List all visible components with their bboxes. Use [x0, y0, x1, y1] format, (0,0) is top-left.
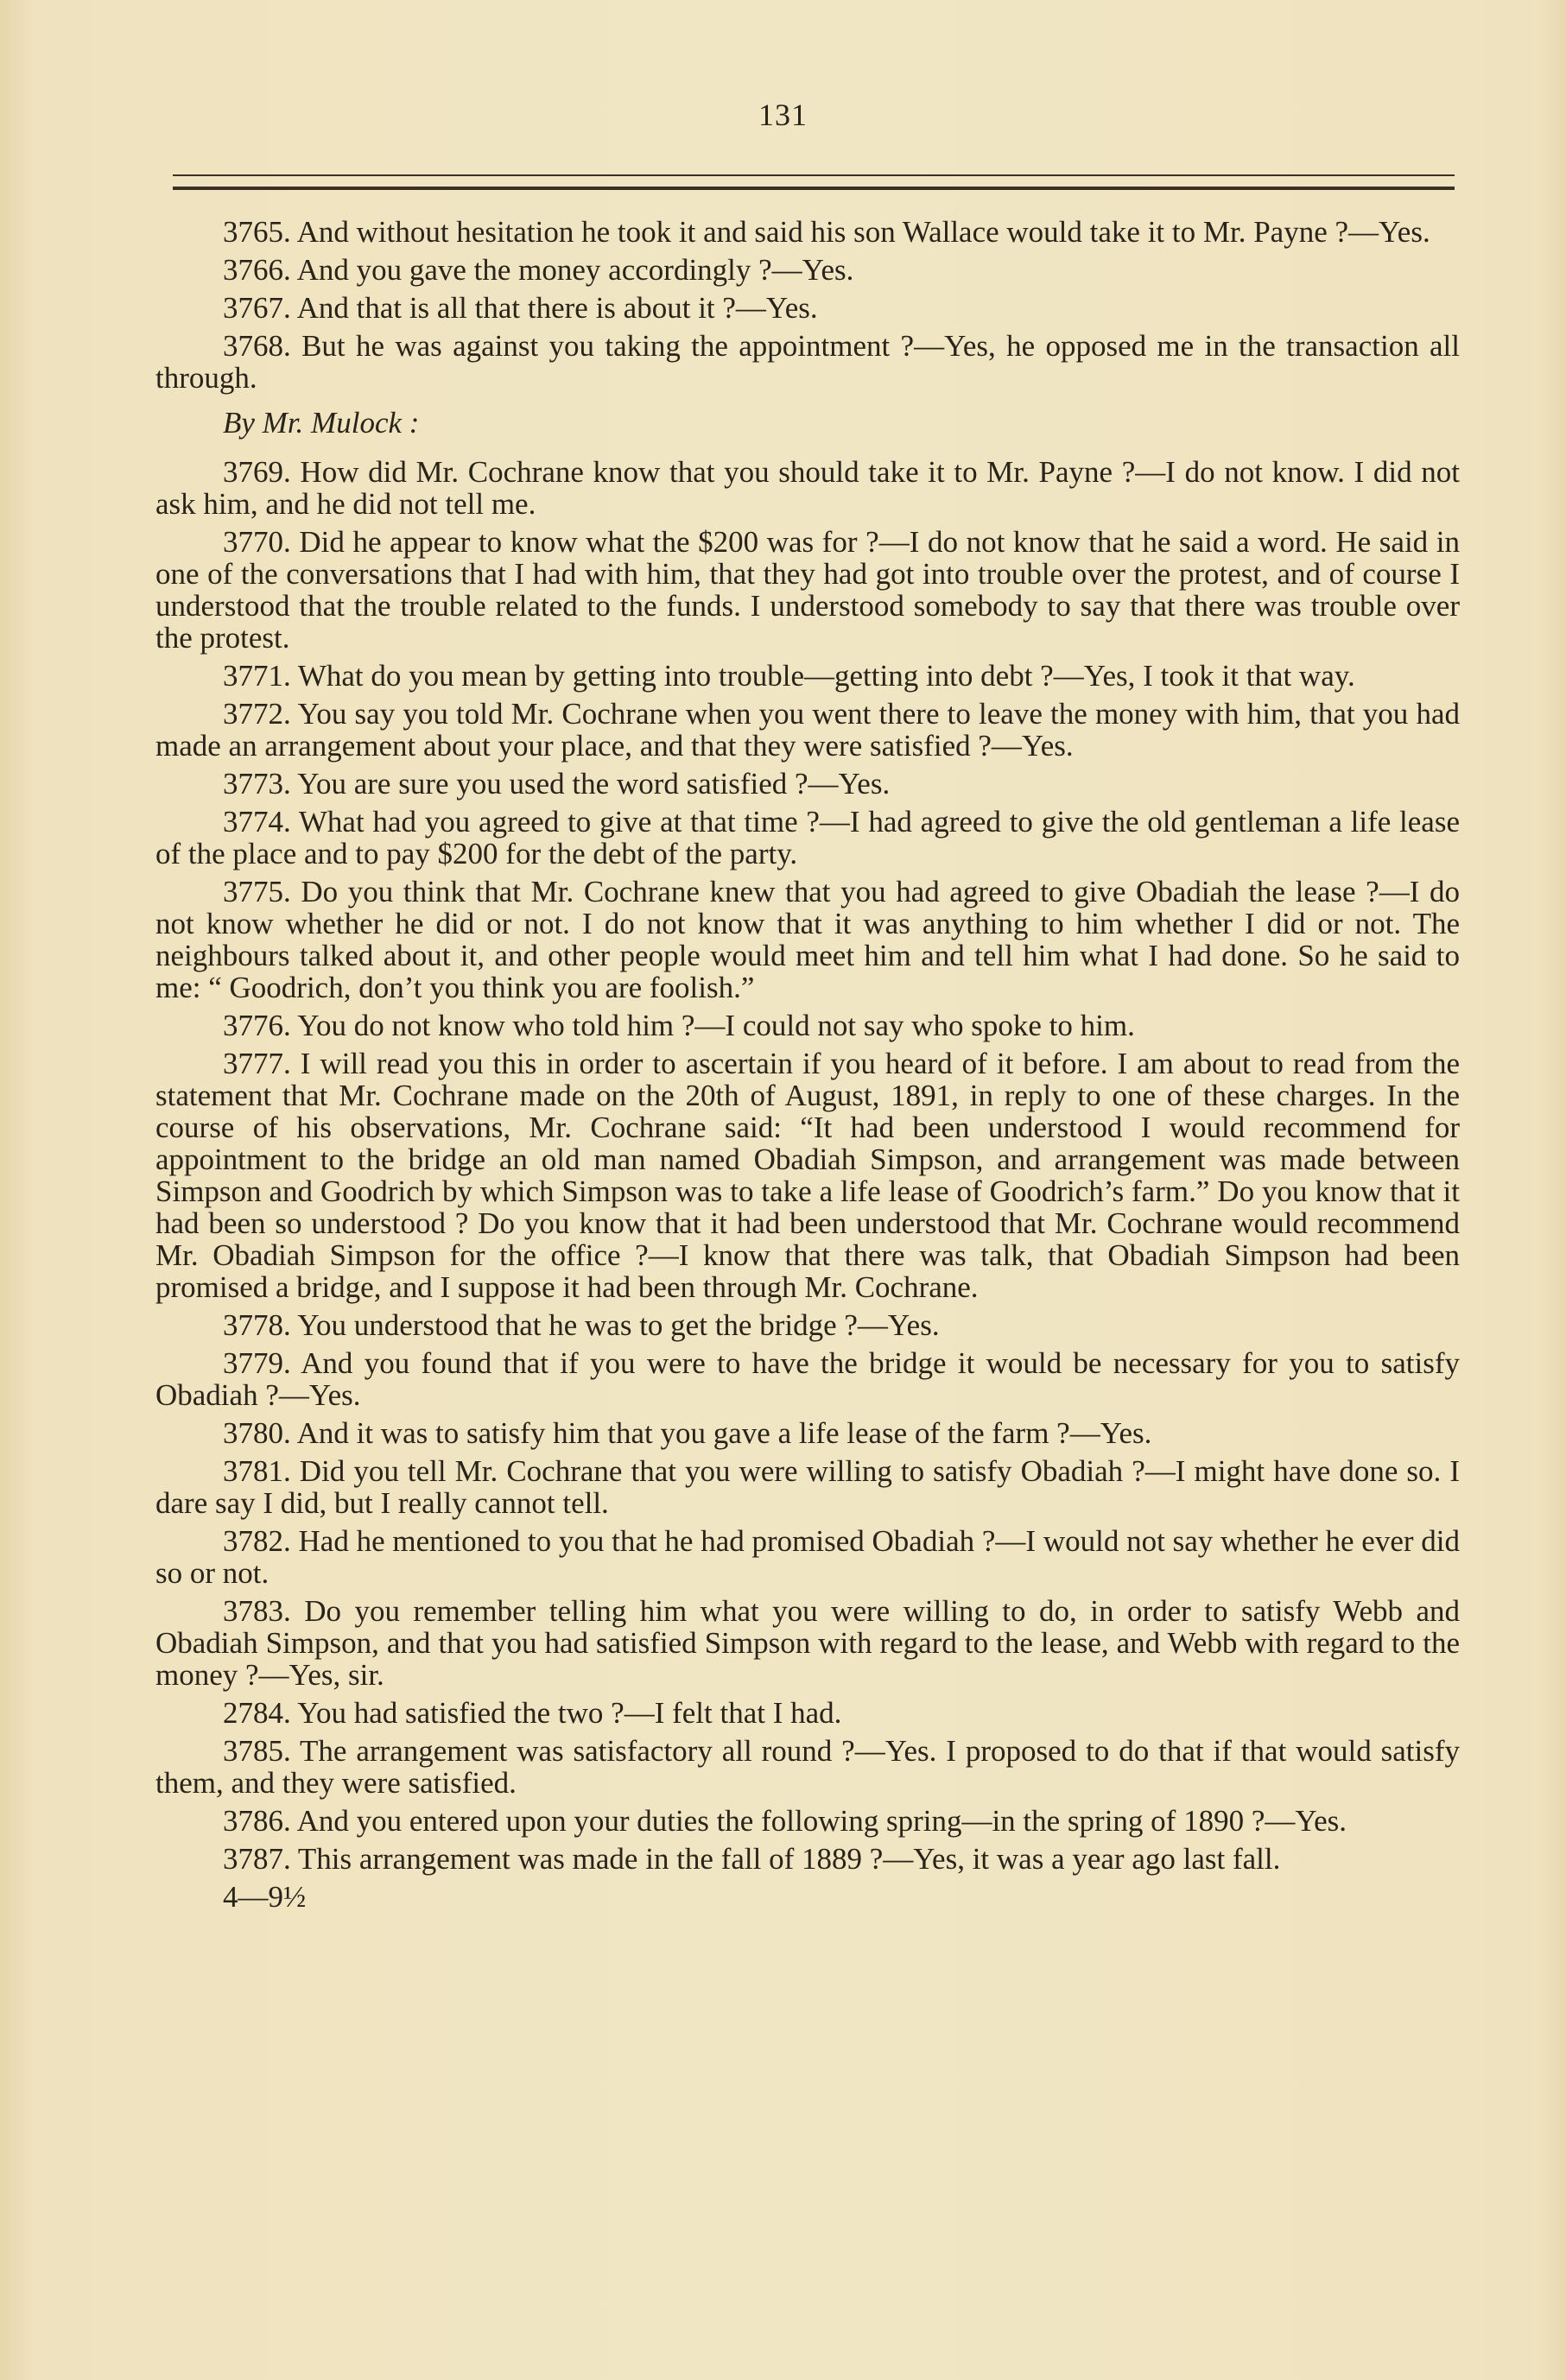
testimony-paragraph: 3775. Do you think that Mr. Cochrane knew that you had agreed to give Obadiah the lease ?—I do not know whether he did or not. I do not know that it was anything to him whether I did or not. The neighbours talked about it, and other people would meet him and tell him what I had done. So he said to me: “ Goodrich, don’t you think you are foolish.”	[155, 875, 1460, 1004]
testimony-paragraph: 3781. Did you tell Mr. Cochrane that you were willing to satisfy Obadiah ?—I might have done so. I dare say I did, but I really cannot tell.	[155, 1454, 1460, 1520]
header-rule-thin	[173, 174, 1455, 176]
testimony-paragraph: 3767. And that is all that there is about it ?—Yes.	[223, 291, 818, 325]
signature-mark: 4—9½	[223, 1880, 307, 1914]
testimony-paragraph: 3779. And you found that if you were to have the bridge it would be necessary for you to satisfy Obadiah ?—Yes.	[155, 1346, 1460, 1412]
testimony-paragraph: 3766. And you gave the money accordingly ?—Yes.	[223, 253, 854, 287]
testimony-paragraph: 2784. You had satisfied the two ?—I felt that I had.	[223, 1696, 842, 1730]
testimony-paragraph: 3786. And you entered upon your duties the following spring—in the spring of 1890 ?—Yes.	[223, 1804, 1347, 1838]
header-rule-thick	[173, 187, 1455, 190]
testimony-paragraph: 3773. You are sure you used the word satisfied ?—Yes.	[223, 767, 891, 801]
testimony-paragraph: 3768. But he was against you taking the appointment ?—Yes, he opposed me in the transaction all through.	[155, 329, 1460, 395]
testimony-paragraph: 3780. And it was to satisfy him that you gave a life lease of the farm ?—Yes.	[223, 1416, 1152, 1450]
speaker-heading: By Mr. Mulock :	[223, 406, 420, 440]
testimony-paragraph: 3787. This arrangement was made in the fall of 1889 ?—Yes, it was a year ago last fall.	[223, 1842, 1281, 1876]
testimony-paragraph: 3769. How did Mr. Cochrane know that you should take it to Mr. Payne ?—I do not know. I did not ask him, and he did not tell me.	[155, 455, 1460, 521]
testimony-paragraph: 3785. The arrangement was satisfactory all round ?—Yes. I proposed to do that if that would satisfy them, and they were satisfied.	[155, 1734, 1460, 1800]
testimony-paragraph: 3777. I will read you this in order to ascertain if you heard of it before. I am about to read from the statement that Mr. Cochrane made on the 20th of August, 1891, in reply to one of these charges. In the course of his observations, Mr. Cochrane said: “It had been understood I would recommend for appointment to the bridge an old man named Obadiah Simpson, and arrangement was made between Simpson and Goodrich by which Simpson was to take a life lease of Goodrich’s farm.” Do you know that it had been so understood ? Do you know that it had been understood that Mr. Cochrane would recommend Mr. Obadiah Simpson for the office ?—I know that there was talk, that Obadiah Simpson had been promised a bridge, and I suppose it had been through Mr. Cochrane.	[155, 1047, 1460, 1304]
testimony-paragraph: 3783. Do you remember telling him what you were willing to do, in order to satisfy Webb and Obadiah Simpson, and that you had satisfied Simpson with regard to the lease, and Webb with regard to the money ?—Yes, sir.	[155, 1594, 1460, 1692]
testimony-paragraph: 3765. And without hesitation he took it and said his son Wallace would take it to Mr. Payne ?—Yes.	[223, 215, 1430, 249]
testimony-paragraph: 3776. You do not know who told him ?—I could not say who spoke to him.	[223, 1009, 1135, 1042]
testimony-paragraph: 3770. Did he appear to know what the $200 was for ?—I do not know that he said a word. He said in one of the conversations that I had with him, that they had got into trouble over the protest, and of course I understood that the trouble related to the funds. I understood somebody to say that there was trouble over the protest.	[155, 525, 1460, 655]
testimony-paragraph: 3771. What do you mean by getting into trouble—getting into debt ?—Yes, I took it that way.	[223, 659, 1355, 693]
page-number: 131	[758, 98, 808, 132]
testimony-paragraph: 3774. What had you agreed to give at that time ?—I had agreed to give the old gentleman a life lease of the place and to pay $200 for the debt of the party.	[155, 805, 1460, 870]
testimony-paragraph: 3778. You understood that he was to get the bridge ?—Yes.	[223, 1308, 940, 1342]
testimony-paragraph: 3772. You say you told Mr. Cochrane when you went there to leave the money with him, that you had made an arrangement about your place, and that they were satisfied ?—Yes.	[155, 697, 1460, 763]
testimony-body	[155, 216, 1460, 1913]
testimony-paragraph: 3782. Had he mentioned to you that he had promised Obadiah ?—I would not say whether he ever did so or not.	[155, 1524, 1460, 1590]
